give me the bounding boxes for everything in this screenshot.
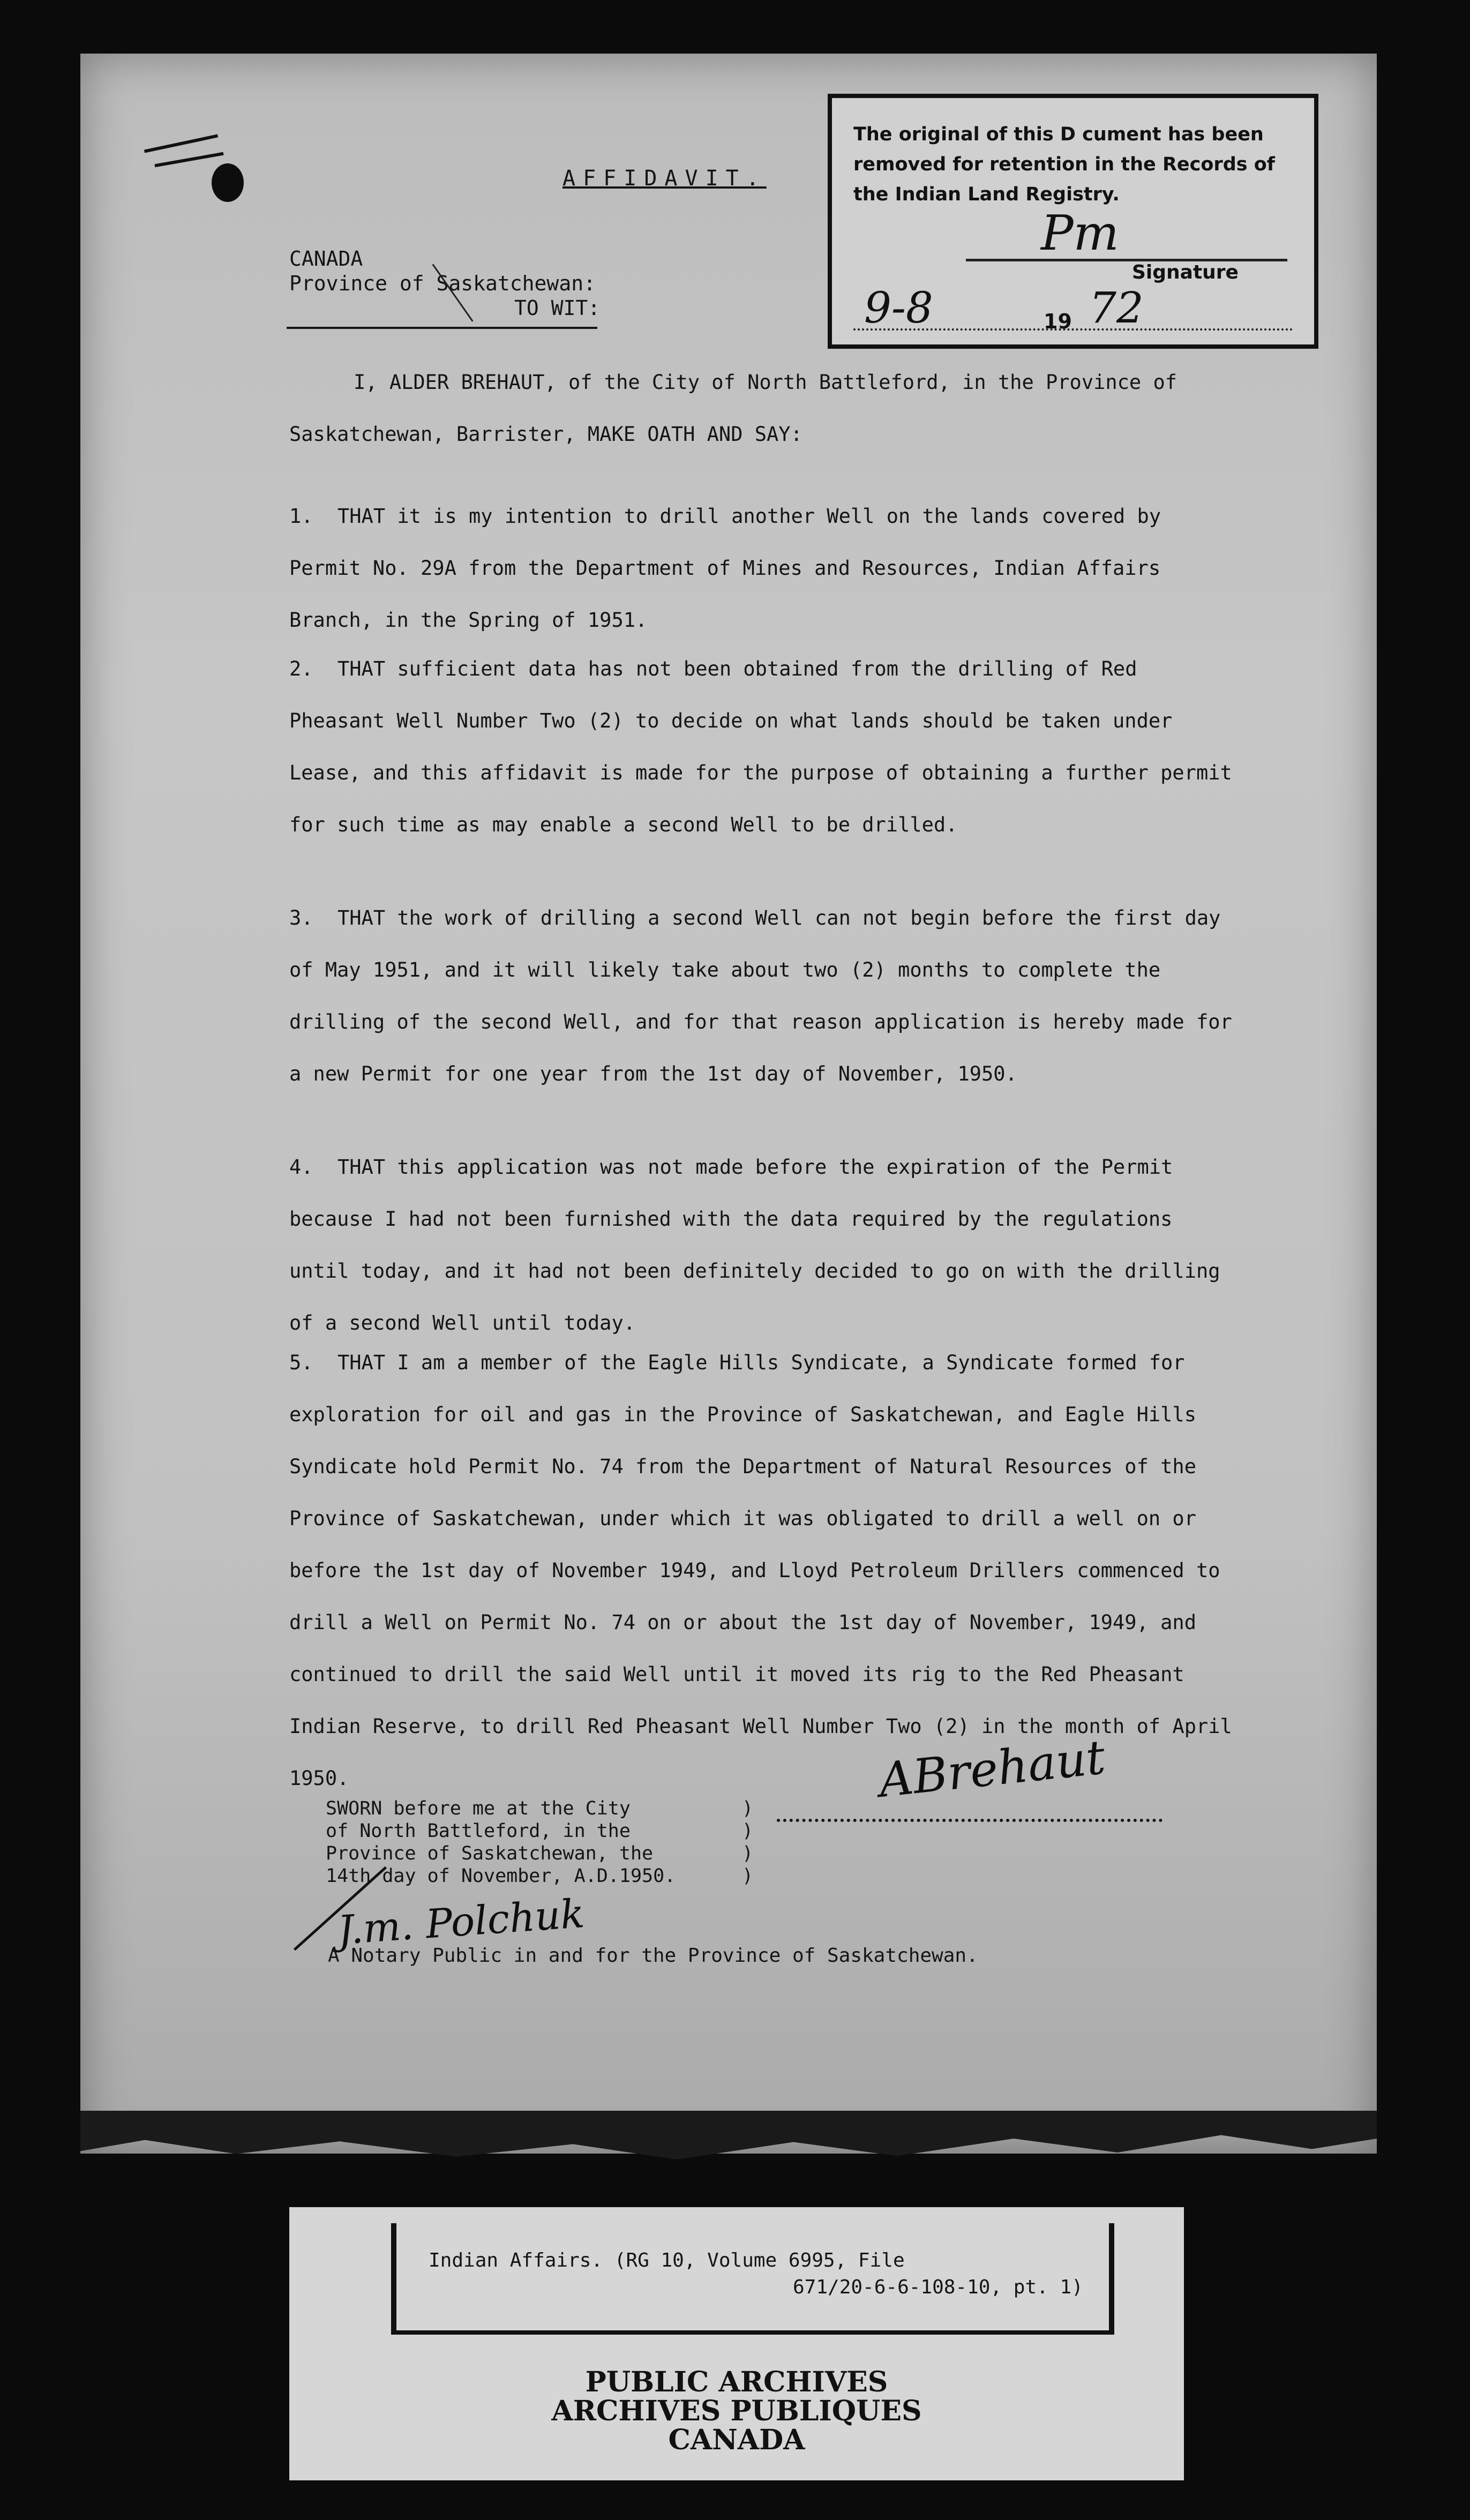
archives-logo-text: PUBLIC ARCHIVES ARCHIVES PUBLIQUES CANADA [551,2366,922,2456]
paragraph-4 [289,1141,1232,1349]
paragraph-3 [289,892,1232,1100]
staple-hole-icon [212,163,244,202]
paragraph-2 [289,643,1232,851]
signature-line [966,259,1287,261]
jurat-brace: ) ) ) ) [742,1798,754,1887]
paragraph-1 [289,490,1232,646]
removal-stamp [828,94,1318,349]
deponent-signature: ABrehaut [876,1729,1108,1808]
jurisdiction-country: CANADA [289,247,363,271]
archive-reference: Indian Affairs. (RG 10, Volume 6995, File 671/20-6-6-108-10, pt. 1) [429,2249,1083,2298]
document-title: AFFIDAVIT. [562,166,767,191]
notary-title: A Notary Public in and for the Province of Saskatchewan. [328,1945,978,1967]
jurisdiction-rule [287,327,597,329]
stamp-date-year: 72 [1089,283,1144,333]
stamp-signature: Pm [1041,205,1119,261]
paragraph-number: 3. [289,906,313,929]
archive-reference-box [391,2223,1114,2335]
paragraph-number: 1. [289,505,313,528]
paragraph-number: 5. [289,1351,313,1374]
jurisdiction-to-wit: TO WIT: [514,296,601,320]
paragraph-text: THAT this application was not made before the expiration of the Permit because I had not been furnished with the data required by the regulations until today, and it had not been definitely decided to go on with the drilling of a second Well until today. [289,1156,1220,1334]
paragraph-text: THAT sufficient data has not been obtained from the drilling of Red Pheasant Well Number Two (2) to decide on what lands should be taken under Lease, and this affidavit is made for the purpose of obtaining a further permit for such time as may enable a second Well to be drilled. [289,657,1232,836]
affidavit-intro: I, ALDER BREHAUT, of the City of North Battleford, in the Province of Saskatchewan, Barrister, MAKE OATH AND SAY: [289,371,1178,446]
stamp-date-handwritten: 9-8 [864,283,933,333]
paragraph-text: THAT I am a member of the Eagle Hills Syndicate, a Syndicate formed for exploration for oil and gas in the Province of Saskatchewan, and Eagle Hills Syndicate hold Permit No. 74 from the Department of Natural Resources of the Province of Saskatchewan, under which it was obligated to drill a well on or before the 1st day of November 1949, and Lloyd Petroleum Drillers commenced to drill a Well on Permit No. 74 on or about the 1st day of November, 1949, and continued to drill the said Well until it moved its rig to the Red Pheasant Indian Reserve, to drill Red Pheasant Well Number Two (2) in the month of April 1950. [289,1351,1232,1790]
notary-signature: J.m. Polchuk [336,1891,586,1954]
signature-label: Signature [1132,261,1239,283]
paragraph-number: 4. [289,1156,313,1179]
jurisdiction-province: Province of Saskatchewan: [289,272,596,295]
jurat-block: SWORN before me at the City of North Battleford, in the Province of Saskatchewan, the 14th day of November, A.D.1950. [326,1798,676,1887]
deponent-signature-line [777,1819,1162,1822]
paragraph-text: THAT it is my intention to drill another Well on the lands covered by Permit No. 29A from the Department of Mines and Resources, Indian Affairs Branch, in the Spring of 1951. [289,505,1161,632]
stamp-date-prefix: 19 [1044,310,1072,333]
paragraph-number: 2. [289,657,313,680]
archive-label-card [289,2207,1184,2480]
paragraph-text: THAT the work of drilling a second Well can not begin before the first day of May 1951, and it will likely take about two (2) months to complete the drilling of the second Well, and for that reason application is hereby made for a new Permit for one year from the 1st day of November, 1950. [289,906,1232,1085]
stamp-text: The original of this D cument has been removed for retention in the Records of the Indian Land Registry. [853,124,1276,205]
date-line [853,328,1293,331]
